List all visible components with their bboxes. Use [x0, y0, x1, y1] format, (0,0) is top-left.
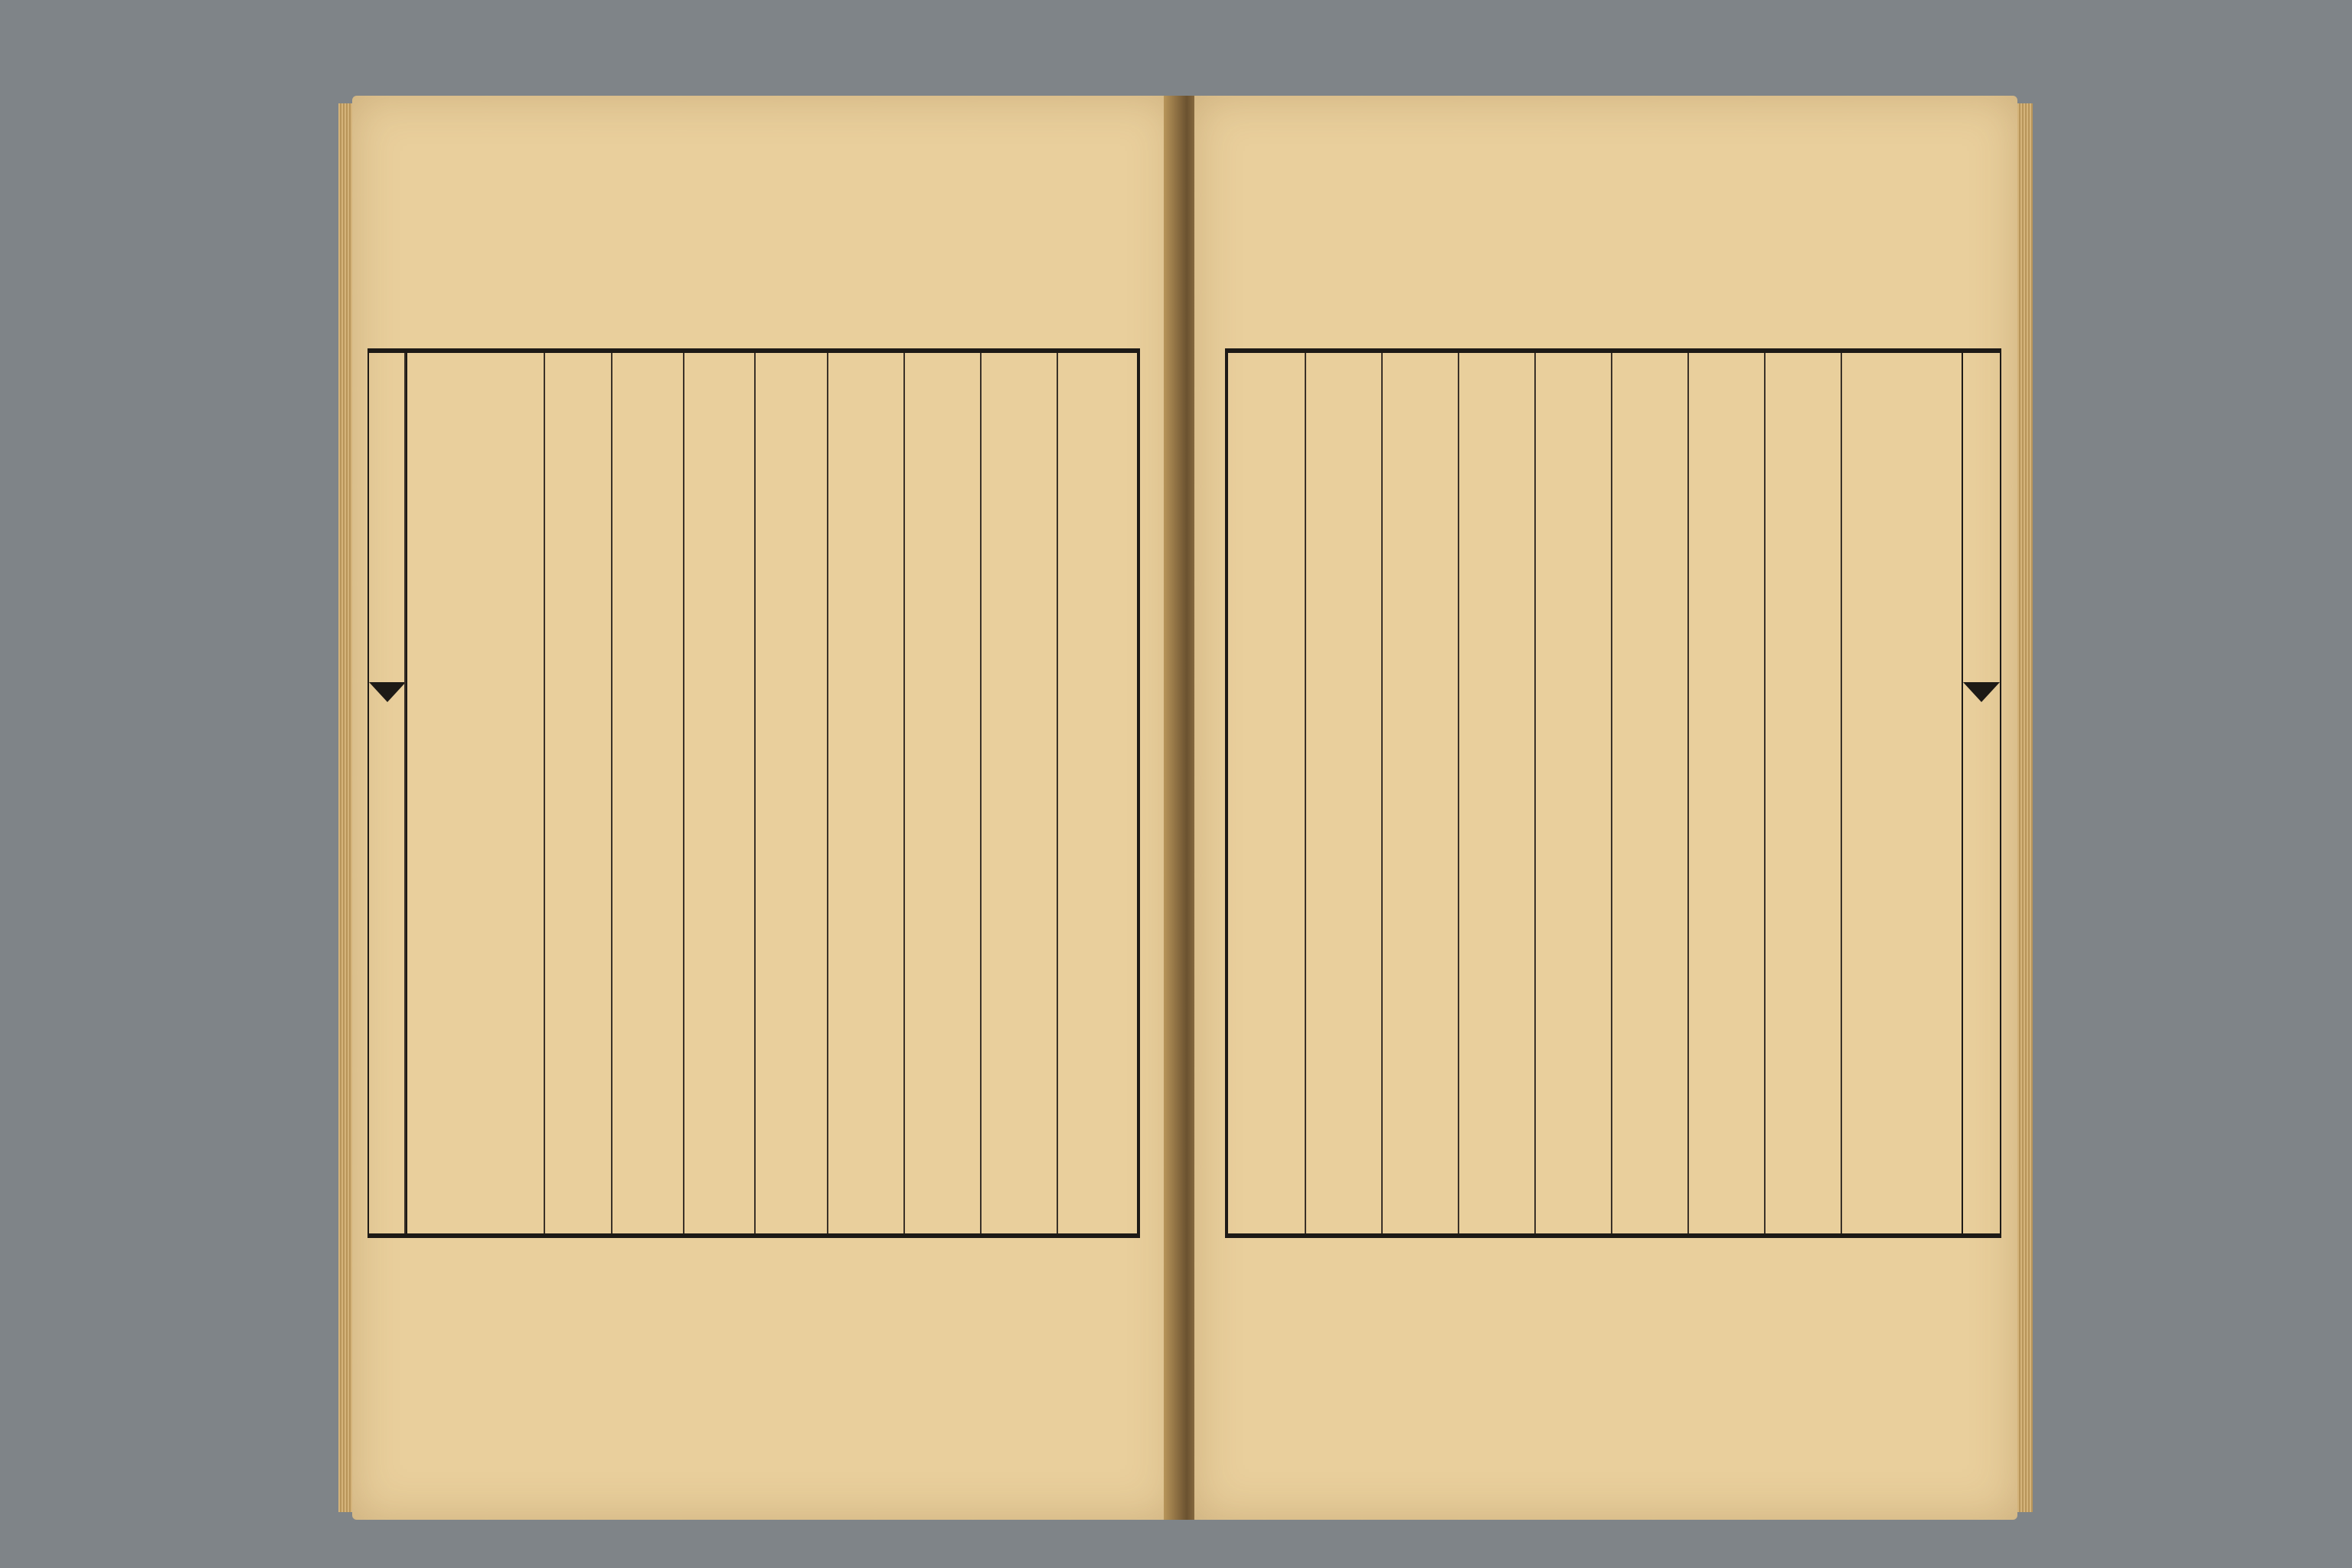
column-rule — [611, 353, 612, 1233]
left-page — [352, 96, 1175, 1520]
left-page-edges — [338, 103, 354, 1512]
column-rule — [1305, 353, 1306, 1233]
column-rule — [1381, 353, 1383, 1233]
fish-tail-mark — [369, 682, 406, 702]
column-rule — [1841, 353, 1842, 1233]
column-rule — [754, 353, 756, 1233]
right-page-edges — [2017, 103, 2033, 1512]
column-rule — [404, 353, 406, 1233]
column-rule — [1764, 353, 1766, 1233]
fish-tail-mark — [1963, 682, 2000, 702]
column-rule — [903, 353, 905, 1233]
column-rule — [1611, 353, 1612, 1233]
right-page-margin-strip — [1962, 353, 2001, 1233]
column-rule — [1057, 353, 1058, 1233]
column-rule — [1687, 353, 1689, 1233]
left-page-margin-strip — [368, 353, 407, 1233]
column-rule — [544, 353, 545, 1233]
open-book — [352, 96, 2021, 1527]
right-page — [1194, 96, 2017, 1520]
column-rule — [1458, 353, 1459, 1233]
left-page-printed-frame — [368, 348, 1140, 1238]
column-rule — [683, 353, 684, 1233]
column-rule — [1534, 353, 1536, 1233]
column-rule — [827, 353, 828, 1233]
column-rule — [980, 353, 982, 1233]
right-page-printed-frame — [1225, 348, 2001, 1238]
